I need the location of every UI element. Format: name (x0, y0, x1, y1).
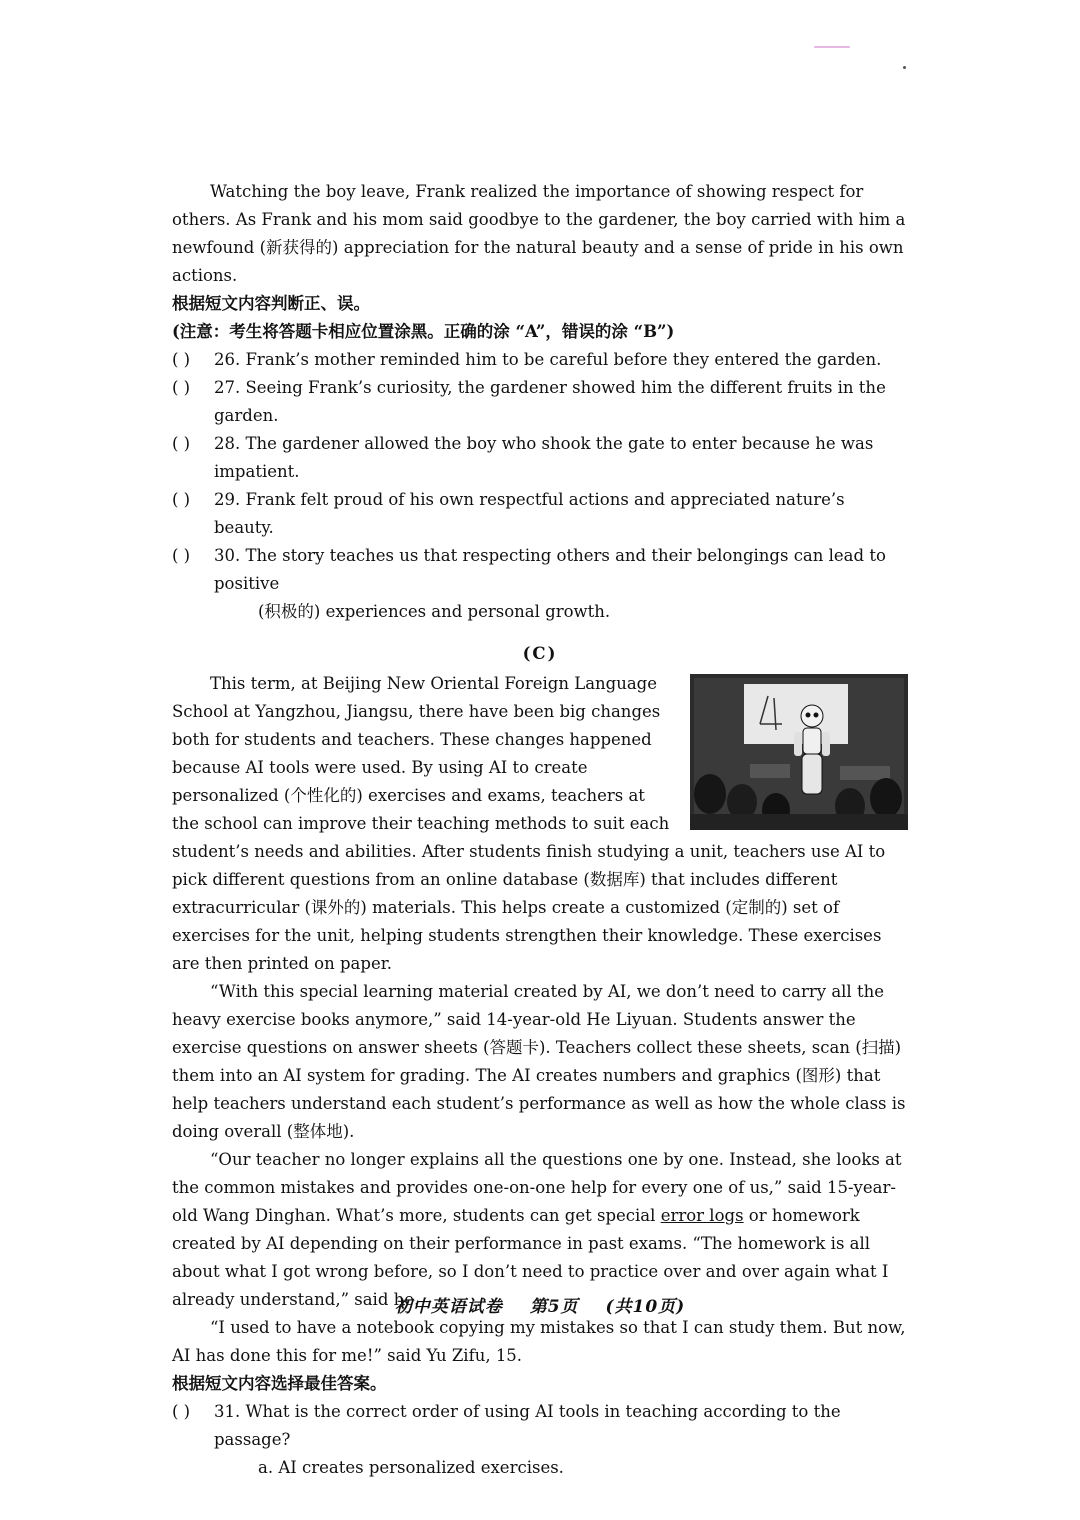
footer-page-number: 第5页 (529, 1297, 579, 1317)
section-c-title: (C) (522, 644, 558, 663)
question-text: 30. The story teaches us that respecting others and their belongings can lead to positive (214, 546, 886, 593)
question-text: 29. Frank felt proud of his own respectful actions and appreciated nature’s beauty. (214, 490, 845, 537)
tf-note: (注意：考生将答题卡相应位置涂黑。正确的涂 “A”，错误的涂 “B”) (172, 322, 675, 341)
question-27 (172, 374, 908, 430)
answer-blank: ( ) (172, 490, 191, 509)
question-28 (172, 430, 908, 486)
answer-blank: ( ) (172, 546, 191, 565)
footer-title: 初中英语试卷 (394, 1297, 503, 1317)
answer-blank: ( ) (172, 350, 191, 369)
paragraph-3-before: “Our teacher no longer explains all the questions one by one. Instead, she looks at the common mistakes and provides one-on-one help for every one of us,” said 15-year-old Wang Dinghan. What’s more, students can get special (172, 1150, 902, 1225)
classroom-robot-photo (690, 674, 908, 830)
passage-c-paragraph-1: This term, at Beijing New Oriental Foreign Language School at Yangzhou, Jiangsu, there have been big changes both for students and teachers. These changes happened because AI tools were used. By using AI to create personalized (个性化的) exercises and exams, teachers at the school can improve their teaching methods to suit each student’s needs and abilities. After students finish studying a unit, teachers use AI to pick different questions from an online database (数据库) that includes different extracurricular (课外的) materials. This helps create a customized (定制的) set of exercises for the unit, helping students strengthen their knowledge. These exercises are then printed on paper. (172, 674, 886, 973)
tf-instruction: 根据短文内容判断正、误。 (172, 294, 370, 313)
question-31 (172, 1398, 908, 1454)
scan-dot (903, 66, 906, 69)
answer-blank: ( ) (172, 1402, 191, 1421)
error-logs-underlined: error logs (660, 1206, 744, 1225)
mc-instruction: 根据短文内容选择最佳答案。 (172, 1374, 387, 1393)
passage-c-paragraph-3 (172, 1146, 908, 1314)
question-text: 27. Seeing Frank’s curiosity, the gardener showed him the different fruits in the garden. (214, 378, 886, 425)
passage-c-paragraph-4: “I used to have a notebook copying my mistakes so that I can study them. But now, AI has done this for me!” said Yu Zifu, 15. (172, 1318, 906, 1365)
question-30 (172, 542, 908, 598)
page-footer (0, 1292, 1080, 1317)
exam-page (172, 178, 908, 1482)
passage-b-ending: Watching the boy leave, Frank realized the importance of showing respect for others. As Frank and his mom said goodbye to the gardener, the boy carried with him a newfound (新获得的) appreciation for the natural beauty and a sense of pride in his own actions. (172, 182, 906, 285)
question-30-continuation: (积极的) experiences and personal growth. (258, 602, 611, 621)
question-text: 26. Frank’s mother reminded him to be careful before they entered the garden. (214, 350, 882, 369)
answer-blank: ( ) (172, 378, 191, 397)
question-29 (172, 486, 908, 542)
option-a: a. AI creates personalized exercises. (258, 1458, 564, 1477)
answer-blank: ( ) (172, 434, 191, 453)
footer-total-pages: (共10页) (605, 1297, 686, 1317)
paragraph-3-after: or homework created by AI depending on their performance in past exams. “The homework is all about what I got wrong before, so I don’t need to practice over and over again what I already understand,” said he. (172, 1206, 889, 1309)
question-text: 28. The gardener allowed the boy who shook the gate to enter because he was impatient. (214, 434, 874, 481)
question-text: 31. What is the correct order of using AI tools in teaching according to the passage? (214, 1402, 841, 1449)
question-26 (172, 346, 908, 374)
passage-c-paragraph-2: “With this special learning material created by AI, we don’t need to carry all the heavy exercise books anymore,” said 14-year-old He Liyuan. Students answer the exercise questions on answer sheets (答题卡). Teachers collect these sheets, scan (扫描) them into an AI system for grading. The AI creates numbers and graphics (图形) that help teachers understand each student’s performance as well as how the whole class is doing overall (整体地). (172, 982, 906, 1141)
scan-mark (814, 46, 850, 48)
